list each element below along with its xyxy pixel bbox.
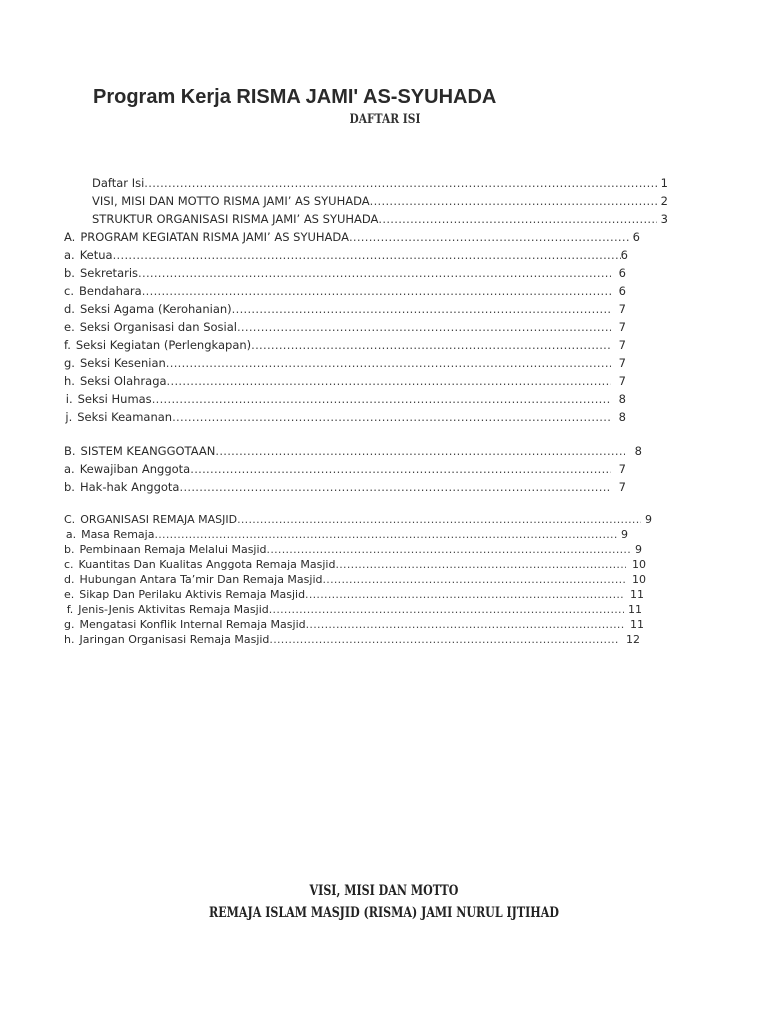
toc-entry-marker: c. [64, 558, 74, 571]
dot-leader [267, 542, 631, 557]
toc-entry [64, 527, 628, 542]
toc-entry [64, 248, 628, 263]
toc-entry [92, 212, 668, 227]
toc-entry-page: 11 [630, 588, 644, 601]
toc-entry-label: Sikap Dan Perilaku Aktivis Remaja Masjid [79, 588, 306, 601]
toc-entry-label: Seksi Agama (Kerohanian) [79, 302, 232, 316]
toc-entry [64, 374, 626, 389]
dot-leader [306, 617, 624, 632]
toc-section-label: ORGANISASI REMAJA MASJID [80, 513, 238, 526]
toc-entry-page: 12 [626, 633, 640, 646]
toc-section-label: PROGRAM KEGIATAN RISMA JAMI’ AS SYUHADA [80, 230, 349, 244]
toc-entry-page: 7 [618, 356, 626, 370]
dot-leader [335, 557, 626, 572]
toc-entry-page: 7 [618, 338, 626, 352]
toc-entry-page: 6 [620, 248, 628, 262]
toc-entry [64, 557, 646, 572]
toc-entry [64, 632, 640, 647]
dot-leader [370, 194, 657, 209]
toc-entry [64, 602, 642, 617]
toc-section-a [64, 230, 640, 245]
toc-entry-page: 10 [632, 558, 646, 571]
toc-section-c [64, 512, 652, 527]
toc-entry-label: VISI, MISI DAN MOTTO RISMA JAMI’ AS SYUHADA [92, 194, 370, 208]
toc-entry-page: 10 [632, 573, 646, 586]
toc-section-marker: C. [64, 513, 76, 526]
toc-entry-label: Hubungan Antara Ta’mir Dan Remaja Masjid [79, 573, 323, 586]
toc-entry [64, 266, 626, 281]
dot-leader [172, 410, 611, 425]
dot-leader [113, 248, 621, 263]
dot-leader [237, 512, 641, 527]
dot-leader [251, 338, 611, 353]
toc-entry-page: 7 [618, 302, 626, 316]
toc-entry [64, 587, 644, 602]
toc-entry [64, 338, 626, 353]
toc-section-marker: B. [64, 444, 76, 458]
toc-entry [64, 392, 626, 407]
toc-entry-label: Daftar Isi [92, 176, 145, 190]
toc-entry-label: Seksi Kesenian [79, 356, 166, 370]
toc-entry-label: Hak-hak Anggota [79, 480, 180, 494]
dot-leader [166, 356, 611, 371]
toc-entry-marker: b. [64, 480, 75, 494]
toc-heading: DAFTAR ISI [349, 112, 421, 127]
toc-entry [64, 320, 626, 335]
dot-leader [138, 266, 611, 281]
dot-leader [190, 462, 610, 477]
toc-entry-label: Seksi Kegiatan (Perlengkapan) [75, 338, 252, 352]
toc-section-label: SISTEM KEANGGOTAAN [80, 444, 216, 458]
toc-entry-label: Kewajiban Anggota [79, 462, 191, 476]
dot-leader [322, 572, 626, 587]
toc-entry-page: 7 [618, 320, 626, 334]
toc-entry-page: 9 [635, 543, 642, 556]
toc-entry-label: Seksi Keamanan [77, 410, 173, 424]
toc-entry-marker: a. [65, 528, 77, 541]
toc-entry-label: Seksi Olahraga [79, 374, 167, 388]
toc-entry-page: 7 [618, 462, 626, 476]
toc-entry-marker: e. [64, 320, 75, 334]
toc-entry-page: 6 [618, 266, 626, 280]
toc-entry [64, 462, 626, 477]
toc-section-page: 9 [645, 513, 652, 526]
toc-entry-label: Jenis-Jenis Aktivitas Remaja Masjid [78, 603, 269, 616]
toc-entry-page: 11 [630, 618, 644, 631]
toc-section-b [64, 444, 642, 459]
toc-section-marker: A. [64, 230, 76, 244]
toc-entry [92, 194, 668, 209]
toc-entry-page: 11 [628, 603, 642, 616]
toc-entry-marker: b. [64, 543, 75, 556]
dot-leader [215, 444, 624, 459]
toc-entry-marker: f. [64, 338, 71, 352]
document-title: Program Kerja RISMA JAMI' AS-SYUHADA [93, 86, 497, 108]
toc-entry [64, 410, 626, 425]
toc-entry-label: Seksi Humas [77, 392, 152, 406]
toc-entry-marker: h. [64, 374, 75, 388]
toc-section-page: 8 [634, 444, 642, 458]
dot-leader [232, 302, 611, 317]
toc-entry-marker: b. [64, 266, 75, 280]
toc-entry-marker: e. [64, 588, 75, 601]
toc-entry-label: STRUKTUR ORGANISASI RISMA JAMI’ AS SYUHADA [92, 212, 379, 226]
toc-entry-label: Pembinaan Remaja Melalui Masjid [79, 543, 267, 556]
toc-entry [64, 617, 644, 632]
toc-entry [64, 572, 646, 587]
dot-leader [349, 230, 629, 245]
toc-entry-marker: g. [64, 356, 75, 370]
toc-entry [64, 302, 626, 317]
dot-leader [378, 212, 656, 227]
toc-entry-page: 2 [660, 194, 668, 208]
dot-leader [269, 632, 618, 647]
toc-entry-page: 7 [618, 374, 626, 388]
toc-entry-page: 6 [618, 284, 626, 298]
toc-entry-page: 8 [618, 410, 626, 424]
toc-entry [64, 542, 642, 557]
toc-entry-page: 9 [621, 528, 628, 541]
toc-entry [64, 284, 626, 299]
toc-entry-page: 7 [618, 480, 626, 494]
toc-entry-label: Masa Remaja [81, 528, 155, 541]
dot-leader [305, 587, 624, 602]
next-section-title: VISI, MISI DAN MOTTO [309, 883, 459, 899]
toc-entry-marker: h. [64, 633, 75, 646]
toc-entry-marker: d. [64, 573, 75, 586]
toc-entry-marker: i. [65, 392, 73, 406]
toc-entry-label: Ketua [79, 248, 113, 262]
toc-entry-marker: d. [64, 302, 75, 316]
next-section-heading [0, 880, 768, 924]
toc-entry [92, 176, 668, 191]
dot-leader [237, 320, 611, 335]
toc-entry-page: 1 [660, 176, 668, 190]
toc-entry-marker: f. [66, 603, 74, 616]
next-section-subtitle: REMAJA ISLAM MASJID (RISMA) JAMI NURUL IJTIHAD [209, 905, 559, 921]
toc-entry-marker: j. [65, 410, 73, 424]
toc-entry-label: Kuantitas Dan Kualitas Anggota Remaja Masjid [78, 558, 336, 571]
toc-entry-marker: c. [64, 284, 74, 298]
dot-leader [154, 527, 617, 542]
toc-entry-marker: a. [64, 462, 75, 476]
toc-entry-page: 3 [660, 212, 668, 226]
dot-leader [269, 602, 624, 617]
toc-section-page: 6 [632, 230, 640, 244]
toc-entry-label: Bendahara [78, 284, 142, 298]
toc-entry-label: Mengatasi Konflik Internal Remaja Masjid [79, 618, 306, 631]
toc-entry-marker: a. [64, 248, 75, 262]
toc-entry-label: Seksi Organisasi dan Sosial [79, 320, 237, 334]
toc-entry-page: 8 [618, 392, 626, 406]
dot-leader [142, 284, 611, 299]
toc-entry [64, 356, 626, 371]
dot-leader [179, 480, 610, 495]
dot-leader [144, 176, 656, 191]
toc-entry-marker: g. [64, 618, 75, 631]
dot-leader [167, 374, 611, 389]
toc-entry-label: Sekretaris [79, 266, 139, 280]
toc-entry [64, 480, 626, 495]
toc-entry-label: Jaringan Organisasi Remaja Masjid [79, 633, 270, 646]
dot-leader [152, 392, 611, 407]
